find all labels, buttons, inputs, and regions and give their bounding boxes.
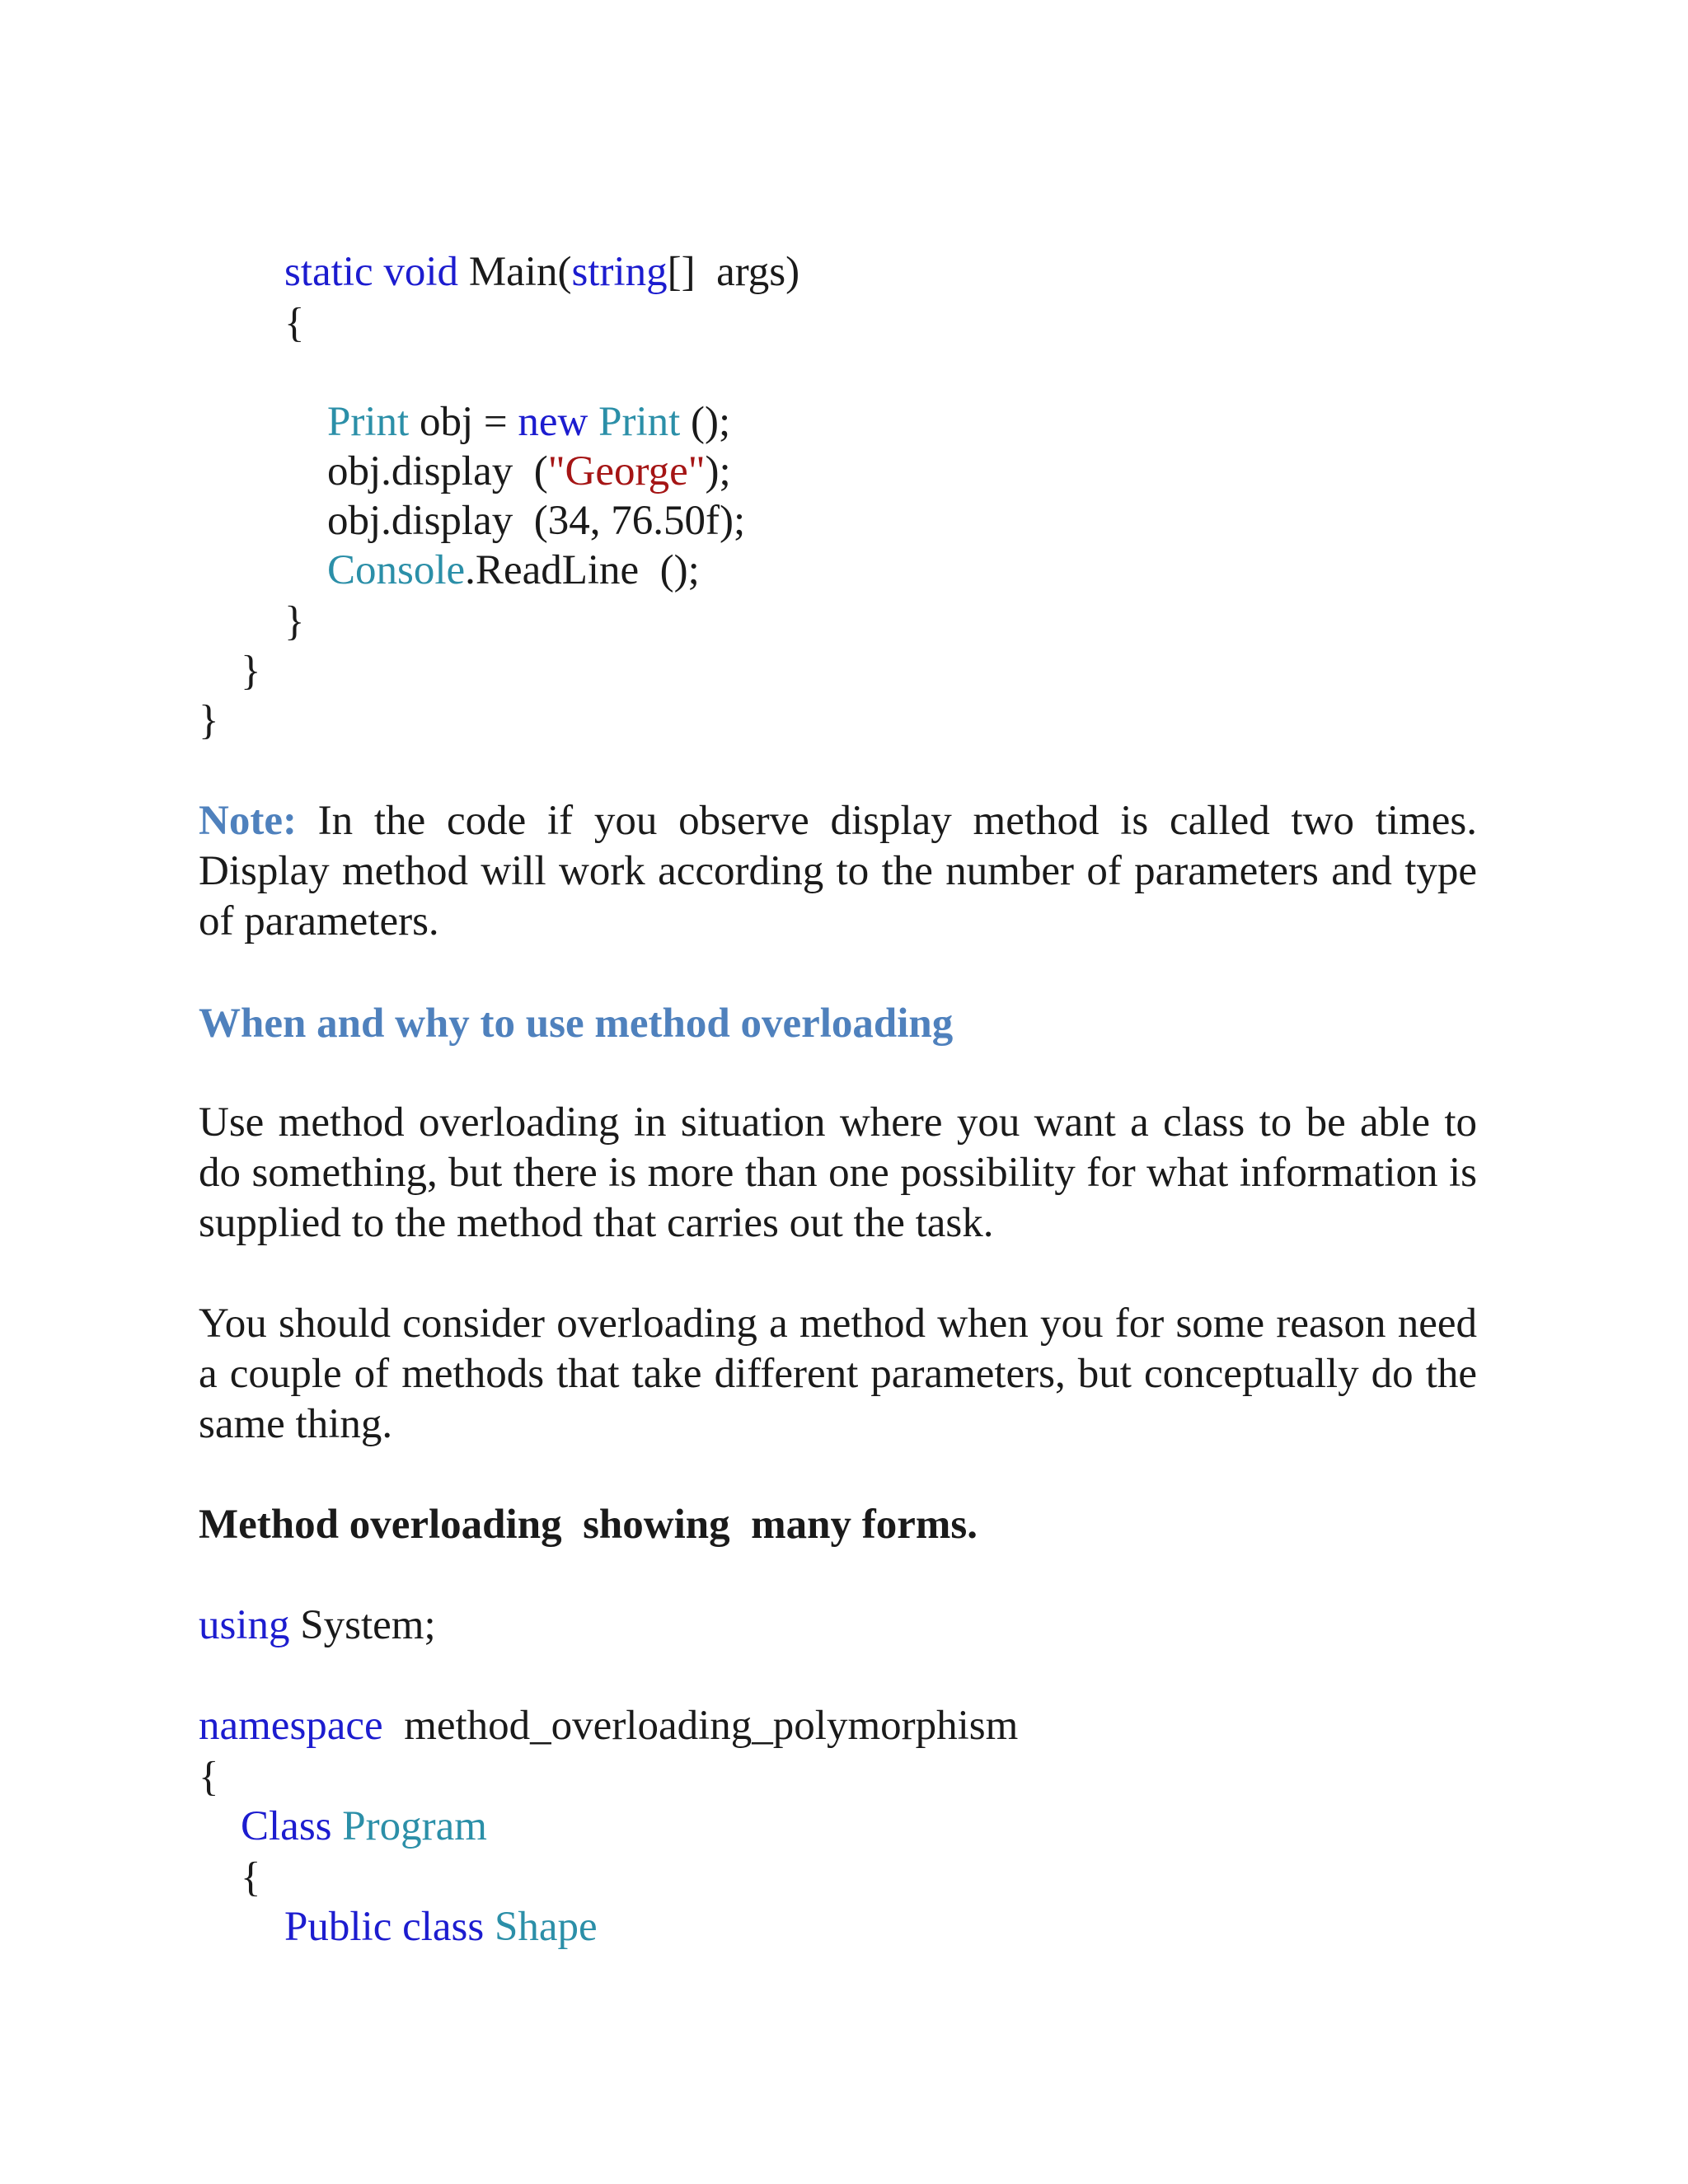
- code-line-using: [199, 1601, 436, 1650]
- code-line-readline: [327, 546, 700, 595]
- code-text: ();: [680, 399, 731, 445]
- code-line-close-brace-class: }: [241, 648, 261, 694]
- code-type: Print: [327, 399, 410, 445]
- code-line-main-signature: [284, 247, 799, 297]
- code-line-new-print: [327, 397, 730, 447]
- code-line-display-george: [327, 447, 731, 496]
- paragraph-when-to-use: Use method overloading in situation where you want a class to be able to do something, but there is more than one possibility for what information is supplied to the method that carries out the task.: [199, 1099, 1477, 1246]
- code-type: Shape: [494, 1904, 598, 1950]
- code-line-close-brace-namespace: }: [199, 697, 219, 743]
- code-text: [] args): [667, 249, 800, 295]
- code-line-display-numbers: obj.display (34, 76.50f);: [327, 498, 746, 544]
- code-line-namespace: [199, 1701, 1018, 1750]
- code-text: obj.display (: [327, 448, 548, 494]
- code-keyword: Class: [241, 1803, 332, 1849]
- code-keyword: string: [571, 249, 668, 295]
- code-line-class-program: [241, 1802, 487, 1851]
- code-text: obj =: [409, 399, 518, 445]
- code-text: System;: [289, 1602, 436, 1648]
- code-text: Main(: [458, 249, 572, 295]
- code-type: Console: [327, 547, 466, 593]
- code-line-close-brace-method: }: [284, 598, 305, 644]
- code-keyword: new: [518, 399, 588, 445]
- code-line-open-brace-class: {: [241, 1854, 261, 1900]
- code-string: "George": [547, 448, 706, 494]
- code-text: method_overloading_polymorphism: [382, 1703, 1019, 1749]
- code-keyword: Public class: [284, 1904, 485, 1950]
- code-line-open-brace-namespace: {: [199, 1754, 219, 1800]
- code-keyword: using: [199, 1602, 290, 1648]
- note-text: In the code if you observe display method is called two times. Display method will work according to the number of parameters and type of parameters.: [199, 798, 1477, 944]
- note-label: Note:: [199, 798, 297, 844]
- code-keyword: namespace: [199, 1703, 383, 1749]
- code-line-open-brace: {: [284, 300, 305, 346]
- code-text: [484, 1904, 495, 1950]
- note-paragraph: [199, 796, 1477, 947]
- paragraph-consider-overloading: You should consider overloading a method when you for some reason need a couple of methods that take different parameters, but conceptually do the same thing.: [199, 1301, 1477, 1447]
- code-text: [588, 399, 598, 445]
- code-type: Program: [342, 1803, 487, 1849]
- code-keyword: static void: [284, 249, 459, 295]
- forms-heading: Method overloading showing many forms.: [199, 1502, 978, 1548]
- code-text: [332, 1803, 343, 1849]
- code-text: .ReadLine ();: [465, 547, 700, 593]
- code-type: Print: [598, 399, 681, 445]
- code-line-public-class-shape: [284, 1902, 598, 1952]
- code-text: );: [705, 448, 731, 494]
- section-heading: When and why to use method overloading: [199, 1001, 954, 1047]
